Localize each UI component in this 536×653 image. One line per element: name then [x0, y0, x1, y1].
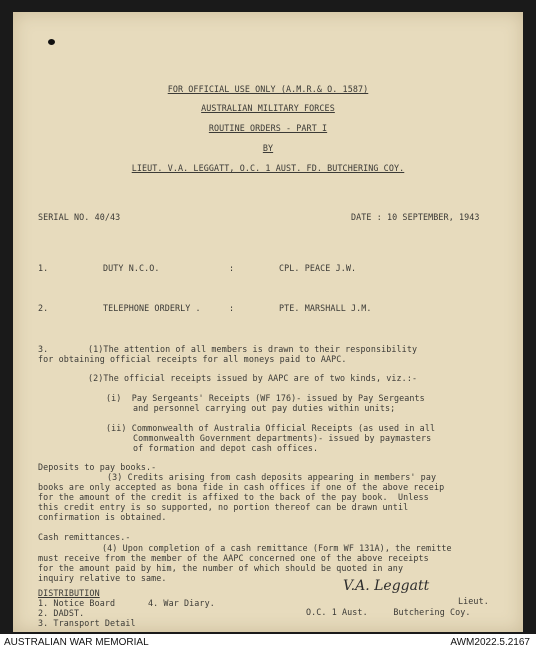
para-3-number: 3. — [38, 344, 49, 354]
item-2-label: TELEPHONE ORDERLY . — [103, 303, 201, 313]
item-2-value: PTE. MARSHALL J.M. — [279, 303, 372, 313]
para-3-subitem: and personnel carrying out pay duties within units; — [133, 403, 396, 413]
punch-hole — [48, 39, 55, 45]
item-1-number: 1. — [38, 263, 49, 273]
handwritten-signature: V.A. Leggatt — [343, 578, 430, 594]
item-1-separator: : — [229, 263, 235, 273]
cash-line: (4) Upon completion of a cash remittance (Form WF 131A), the remitte — [102, 543, 452, 553]
item-2-separator: : — [229, 303, 235, 313]
deposits-heading: Deposits to pay books.- — [38, 462, 157, 472]
signature-rank: Lieut. — [458, 596, 489, 606]
footer-accession-number: AWM2022.5.2167 — [450, 637, 530, 648]
deposits-line: confirmation is obtained. — [38, 512, 167, 522]
para-3-line: (1)The attention of all members is drawn to their responsibility — [88, 344, 418, 354]
header-forces: AUSTRALIAN MILITARY FORCES — [201, 103, 335, 113]
para-3-subitem: (ii) Commonwealth of Australia Official Receipts (as used in all — [106, 423, 436, 433]
item-1-label: DUTY N.C.O. — [103, 263, 160, 273]
document-page — [13, 12, 523, 632]
deposits-line: for the amount of the credit is affixed to the back of the pay book. Unless — [38, 492, 429, 502]
cash-line: must receive from the member of the AAPC concerned one of the above receipts — [38, 553, 429, 563]
header-routine-orders: ROUTINE ORDERS - PART I — [208, 123, 328, 133]
distribution-item: 1. Notice Board — [38, 598, 116, 608]
cash-line: inquiry relative to same. — [38, 573, 167, 583]
para-3-line: (2)The official receipts issued by AAPC are of two kinds, viz.:- — [88, 373, 418, 383]
header-by: BY — [262, 143, 274, 153]
deposits-line: (3) Credits arising from cash deposits appearing in members' pay — [107, 472, 437, 482]
item-2-number: 2. — [38, 303, 49, 313]
para-3-line: for obtaining official receipts for all moneys paid to AAPC. — [38, 354, 347, 364]
item-1-value: CPL. PEACE J.W. — [279, 263, 357, 273]
signature-unit: O.C. 1 Aust. Butchering Coy. — [306, 607, 471, 617]
para-3-subitem: Commonwealth Government departments)- issued by paymasters — [133, 433, 432, 443]
para-3-subitem: (i) Pay Sergeants' Receipts (WF 176)- issued by Pay Sergeants — [106, 393, 425, 403]
deposits-line: books are only accepted as bona fide in cash offices if one of the above receip — [38, 482, 445, 492]
header-official-use: FOR OFFICIAL USE ONLY (A.M.R.& O. 1587) — [167, 84, 369, 94]
header-officer: LIEUT. V.A. LEGGATT, O.C. 1 AUST. FD. BUTCHERING COY. — [131, 163, 405, 173]
distribution-item: 2. DADST. — [38, 608, 85, 618]
cash-line: for the amount paid by him, the number of which should be quoted in any — [38, 563, 404, 573]
distribution-item: 3. Transport Detail — [38, 618, 136, 628]
cash-heading: Cash remittances.- — [38, 532, 131, 542]
para-3-subitem: of formation and depot cash offices. — [133, 443, 319, 453]
distribution-heading: DISTRIBUTION — [38, 588, 100, 598]
footer-institution: AUSTRALIAN WAR MEMORIAL — [4, 637, 149, 648]
distribution-item: 4. War Diary. — [148, 598, 215, 608]
deposits-line: this credit entry is so supported, no portion thereof can be drawn until — [38, 502, 409, 512]
serial-number: SERIAL NO. 40/43 — [38, 212, 121, 222]
order-date: DATE : 10 SEPTEMBER, 1943 — [351, 212, 480, 222]
